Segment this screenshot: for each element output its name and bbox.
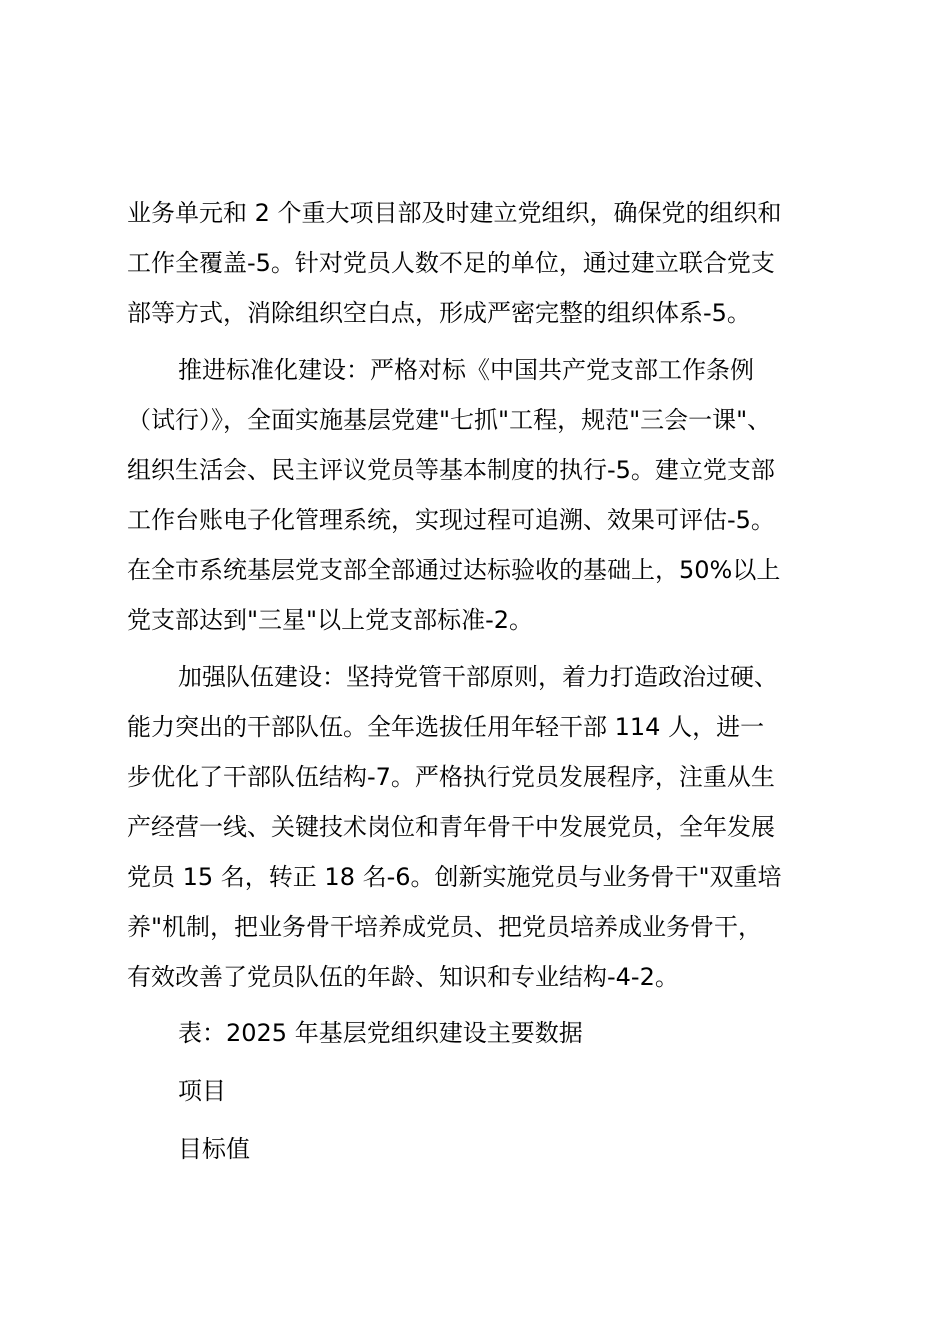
paragraph-3-line-3: 步优化了干部队伍结构-7。严格执行党员发展程序，注重从生 (127, 763, 775, 791)
paragraph-2-line-4: 工作台账电子化管理系统，实现过程可追溯、效果可评估-5。 (127, 506, 775, 534)
paragraph-1-line-1: 业务单元和 2 个重大项目部及时建立党组织，确保党的组织和 (127, 199, 782, 227)
table-header-item: 项目 (178, 1077, 226, 1105)
paragraph-3-line-5: 党员 15 名，转正 18 名-6。创新实施党员与业务骨干"双重培 (127, 863, 782, 891)
paragraph-2-line-1: 推进标准化建设：严格对标《中国共产党支部工作条例 (178, 356, 754, 384)
paragraph-1-line-2: 工作全覆盖-5。针对党员人数不足的单位，通过建立联合党支 (127, 249, 775, 277)
paragraph-3-line-1: 加强队伍建设：坚持党管干部原则，着力打造政治过硬、 (178, 663, 778, 691)
paragraph-3-line-7: 有效改善了党员队伍的年龄、知识和专业结构-4-2。 (127, 963, 679, 991)
paragraph-3-line-4: 产经营一线、关键技术岗位和青年骨干中发展党员，全年发展 (127, 813, 775, 841)
paragraph-2-line-3: 组织生活会、民主评议党员等基本制度的执行-5。建立党支部 (127, 456, 775, 484)
paragraph-2-line-6: 党支部达到"三星"以上党支部标准-2。 (127, 606, 534, 634)
table-caption: 表：2025 年基层党组织建设主要数据 (178, 1019, 583, 1047)
paragraph-2-line-5: 在全市系统基层党支部全部通过达标验收的基础上，50%以上 (127, 556, 781, 584)
paragraph-1-line-3: 部等方式，消除组织空白点，形成严密完整的组织体系-5。 (127, 299, 751, 327)
paragraph-3-line-2: 能力突出的干部队伍。全年选拔任用年轻干部 114 人，进一 (127, 713, 765, 741)
table-header-target: 目标值 (178, 1135, 250, 1163)
paragraph-3-line-6: 养"机制，把业务骨干培养成党员、把党员培养成业务骨干， (127, 913, 763, 941)
paragraph-2-line-2: （试行）》，全面实施基层党建"七抓"工程，规范"三会一课"、 (127, 406, 772, 434)
